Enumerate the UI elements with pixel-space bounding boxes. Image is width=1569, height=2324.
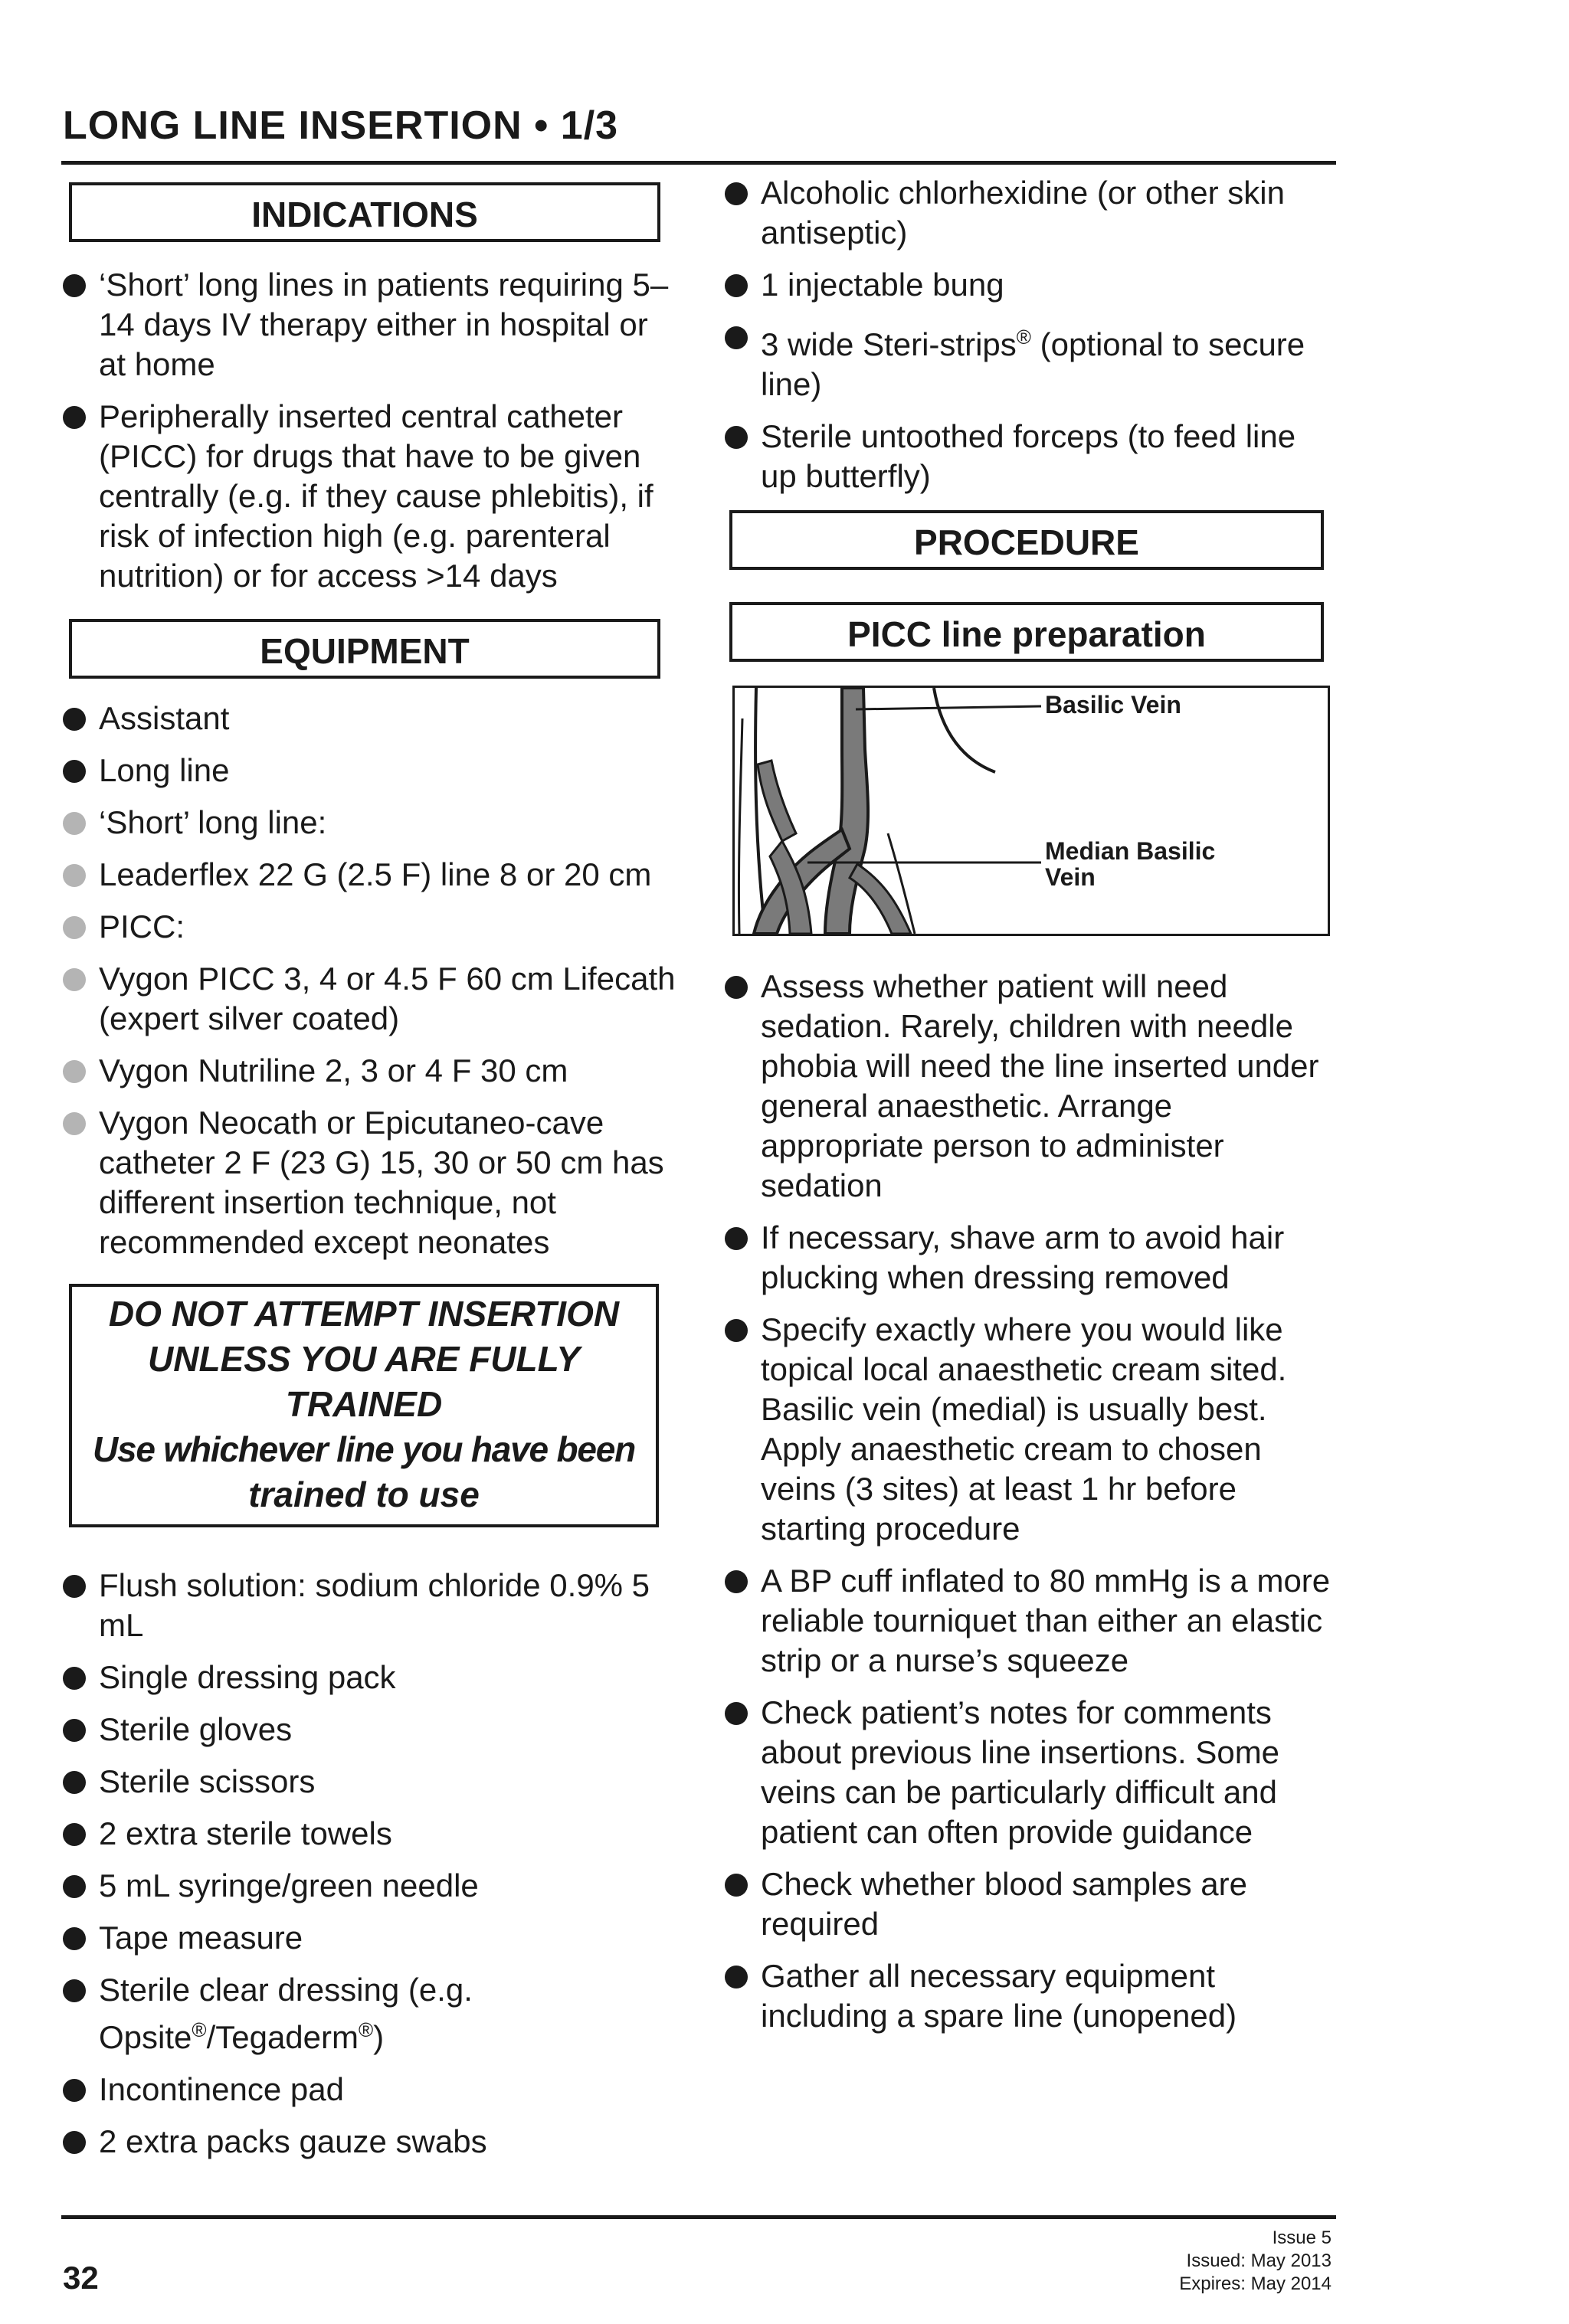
page-number: 32 xyxy=(63,2260,99,2296)
list-item xyxy=(725,1956,1338,2036)
bullet-icon xyxy=(725,1966,748,1988)
bullet-icon xyxy=(725,1570,748,1593)
sub-bullet-icon xyxy=(63,1060,86,1083)
list-item xyxy=(725,1310,1338,1549)
registered-mark: ® xyxy=(359,2018,374,2041)
diagram-outline xyxy=(934,688,995,772)
bullet-icon xyxy=(725,326,748,349)
equipment-text: PICC: xyxy=(99,908,185,944)
equipment-heading-text: EQUIPMENT xyxy=(260,631,470,671)
equipment-text: 5 mL syringe/green needle xyxy=(99,1867,479,1903)
list-item xyxy=(63,1814,676,1854)
basilic-leader-line xyxy=(856,706,1041,709)
median-basilic-label-line: Vein xyxy=(1045,863,1096,891)
equipment-list-continued xyxy=(63,1566,676,2162)
list-item xyxy=(725,317,1338,404)
list-item xyxy=(63,1762,676,1802)
equipment-text: 2 extra packs gauze swabs xyxy=(99,2123,487,2159)
issued-date: Issued: May 2013 xyxy=(1186,2250,1332,2271)
bullet-icon xyxy=(725,1874,748,1897)
list-item xyxy=(63,751,676,790)
bullet-icon xyxy=(63,760,86,783)
procedure-text: If necessary, shave arm to avoid hair plucking when dressing removed xyxy=(761,1219,1285,1295)
branch-vein-shape xyxy=(850,864,911,934)
bullet-icon xyxy=(63,1875,86,1898)
equipment-text: Flush solution: sodium chloride 0.9% 5 mL xyxy=(99,1567,650,1643)
bullet-icon xyxy=(63,1719,86,1742)
diagram-outline xyxy=(755,688,765,934)
list-item xyxy=(725,417,1338,496)
list-item xyxy=(63,1566,676,1645)
list-item xyxy=(63,699,676,738)
procedure-text: Specify exactly where you would like topical local anaesthetic cream sited. Basilic vein (medial) is usually best. Apply anaesthetic cream to chosen veins (3 sites) at least 1 hr before starting procedure xyxy=(761,1311,1287,1547)
branch-vein-shape xyxy=(758,761,796,841)
bullet-icon xyxy=(725,182,748,205)
procedure-text: Assess whether patient will need sedation. Rarely, children with needle phobia will need the line inserted under general anaesthetic. Arrange appropriate person to administer sedation xyxy=(761,968,1319,1203)
procedure-text: Gather all necessary equipment including a spare line (unopened) xyxy=(761,1958,1237,2034)
equipment-text: Long line xyxy=(99,752,230,788)
list-item xyxy=(725,173,1338,253)
equipment-text: Sterile scissors xyxy=(99,1763,316,1799)
equipment-text: ‘Short’ long line: xyxy=(99,804,327,840)
list-item xyxy=(63,265,676,385)
list-item xyxy=(725,1561,1338,1681)
issue-info xyxy=(1179,2227,1332,2296)
list-item xyxy=(63,1918,676,1958)
vein-diagram-svg xyxy=(735,688,1328,934)
procedure-text: Check patient’s notes for comments about previous line insertions. Some veins can be particularly difficult and patient can often provide guidance xyxy=(761,1694,1280,1850)
bullet-icon xyxy=(63,2079,86,2102)
bullet-icon xyxy=(63,274,86,297)
equipment-text: (optional to secure line) xyxy=(761,326,1305,402)
procedure-text: Check whether blood samples are required xyxy=(761,1866,1248,1942)
vein-diagram xyxy=(732,686,1330,936)
median-basilic-vein-label xyxy=(1045,838,1215,890)
page-title: LONG LINE INSERTION • 1/3 xyxy=(63,103,619,148)
list-item xyxy=(63,1710,676,1750)
equipment-text: Incontinence pad xyxy=(99,2071,344,2107)
bullet-icon xyxy=(725,976,748,999)
bullet-icon xyxy=(63,2131,86,2154)
training-warning-box xyxy=(69,1284,659,1527)
list-item xyxy=(725,265,1338,305)
procedure-heading-text: PROCEDURE xyxy=(914,522,1139,562)
indications-heading-text: INDICATIONS xyxy=(251,195,478,234)
equipment-text: Assistant xyxy=(99,700,230,736)
equipment-text: Vygon Neocath or Epicutaneo-cave catheter 2 F (23 G) 15, 30 or 50 cm has different insertion technique, not recommended except neonates xyxy=(99,1105,664,1260)
equipment-text: 3 wide Steri-strips xyxy=(761,326,1017,362)
list-item xyxy=(63,959,676,1039)
equipment-text: /Tegaderm xyxy=(206,2019,359,2055)
list-item xyxy=(725,1864,1338,1944)
equipment-text: Sterile clear dressing (e.g. Opsite xyxy=(99,1972,473,2055)
indication-text: ‘Short’ long lines in patients requiring 5–14 days IV therapy either in hospital or at home xyxy=(99,267,669,382)
list-item xyxy=(725,1693,1338,1852)
sub-bullet-icon xyxy=(63,864,86,887)
list-item xyxy=(725,1218,1338,1298)
registered-mark: ® xyxy=(192,2018,207,2041)
indications-list xyxy=(63,265,676,596)
equipment-heading xyxy=(69,619,660,679)
bullet-icon xyxy=(63,1575,86,1598)
basilic-vein-label: Basilic Vein xyxy=(1045,691,1181,718)
list-item xyxy=(725,967,1338,1206)
bullet-icon xyxy=(63,1823,86,1846)
list-item xyxy=(63,907,676,947)
warning-line: TRAINED xyxy=(285,1384,443,1424)
bullet-icon xyxy=(63,1667,86,1690)
warning-line: Use whichever line you have been xyxy=(92,1429,636,1469)
picc-preparation-heading xyxy=(729,602,1324,662)
diagram-outline xyxy=(739,718,742,934)
basilic-vein-shape xyxy=(825,688,868,934)
bullet-icon xyxy=(725,274,748,297)
footer-rule xyxy=(61,2215,1336,2219)
equipment-text: Tape measure xyxy=(99,1920,303,1956)
expiry-date: Expires: May 2014 xyxy=(1179,2273,1332,2294)
equipment-text: Vygon Nutriline 2, 3 or 4 F 30 cm xyxy=(99,1052,568,1088)
sub-bullet-icon xyxy=(63,916,86,939)
equipment-list xyxy=(63,699,676,1262)
equipment-text: Sterile gloves xyxy=(99,1711,293,1747)
equipment-text: Alcoholic chlorhexidine (or other skin antiseptic) xyxy=(761,175,1285,250)
equipment-text: Vygon PICC 3, 4 or 4.5 F 60 cm Lifecath (expert silver coated) xyxy=(99,961,676,1036)
equipment-list-right xyxy=(725,173,1338,496)
registered-mark: ® xyxy=(1016,326,1031,349)
equipment-text: ) xyxy=(373,2019,385,2055)
sub-bullet-icon xyxy=(63,968,86,991)
sub-bullet-icon xyxy=(63,1112,86,1135)
bullet-icon xyxy=(725,426,748,449)
list-item xyxy=(63,1866,676,1906)
indication-text: Peripherally inserted central catheter (PICC) for drugs that have to be given centrally (e.g. if they cause phlebitis), if risk of infection high (e.g. parenteral nutrition) or for access >14 days xyxy=(99,398,653,594)
warning-line: trained to use xyxy=(248,1475,480,1514)
bullet-icon xyxy=(63,708,86,731)
bullet-icon xyxy=(725,1227,748,1250)
issue-number: Issue 5 xyxy=(1272,2227,1332,2248)
bullet-icon xyxy=(725,1319,748,1342)
sub-bullet-icon xyxy=(63,812,86,835)
warning-line: DO NOT ATTEMPT INSERTION xyxy=(108,1294,620,1334)
list-item xyxy=(63,397,676,596)
list-item xyxy=(63,855,676,895)
header-rule xyxy=(61,161,1336,165)
list-item xyxy=(63,1051,676,1091)
equipment-text: 1 injectable bung xyxy=(761,267,1004,303)
procedure-text: A BP cuff inflated to 80 mmHg is a more reliable tourniquet than either an elastic strip or a nurse’s squeeze xyxy=(761,1563,1331,1678)
list-item xyxy=(63,2122,676,2162)
median-basilic-label-line: Median Basilic xyxy=(1045,837,1216,865)
procedure-heading xyxy=(729,510,1324,570)
list-item xyxy=(63,2070,676,2110)
bullet-icon xyxy=(63,1771,86,1794)
equipment-text: Sterile untoothed forceps (to feed line up butterfly) xyxy=(761,418,1296,494)
list-item xyxy=(63,1103,676,1262)
list-item xyxy=(63,1970,676,2057)
list-item xyxy=(63,1658,676,1697)
bullet-icon xyxy=(63,1927,86,1950)
bullet-icon xyxy=(63,1979,86,2002)
indications-heading xyxy=(69,182,660,242)
equipment-text: Leaderflex 22 G (2.5 F) line 8 or 20 cm xyxy=(99,856,652,892)
bullet-icon xyxy=(725,1702,748,1725)
list-item xyxy=(63,803,676,843)
picc-preparation-heading-text: PICC line preparation xyxy=(847,614,1206,654)
bullet-icon xyxy=(63,406,86,429)
warning-line: UNLESS YOU ARE FULLY xyxy=(148,1339,580,1379)
equipment-text: Single dressing pack xyxy=(99,1659,396,1695)
procedure-list xyxy=(725,967,1338,2036)
equipment-text: 2 extra sterile towels xyxy=(99,1815,392,1851)
